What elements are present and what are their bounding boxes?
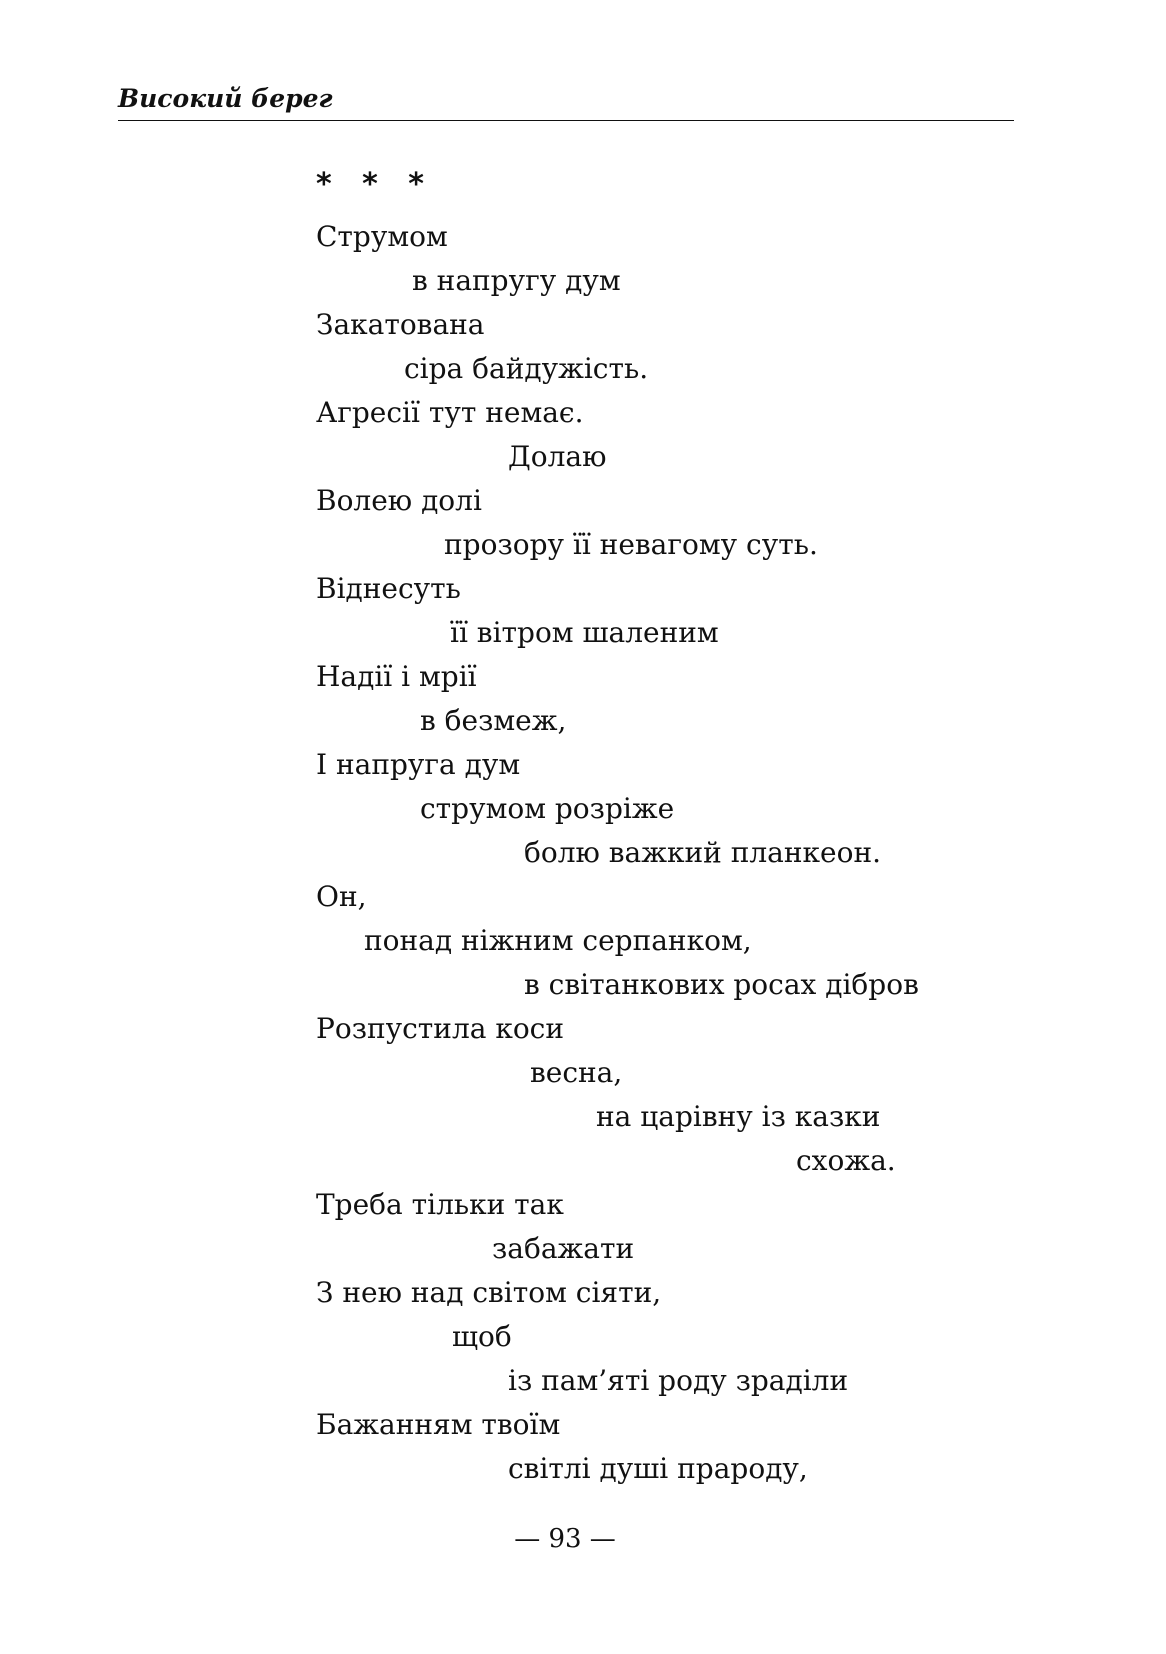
header-rule [118,120,1014,121]
section-mark: * * * [316,167,434,202]
poem-line: прозору її невагому суть. [444,528,818,561]
poem-line: забажати [492,1232,635,1265]
running-head-title: Високий берег [118,84,333,113]
poem-line: Віднесуть [316,572,461,605]
poem-line: струмом розріже [420,792,675,825]
poem-line: Закатована [316,308,485,341]
poem-line: З нею над світом сіяти, [316,1276,662,1309]
poem-line: із пам’яті роду зраділи [508,1364,849,1397]
poem-line: понад ніжним серпанком, [364,924,752,957]
poem-line: світлі душі прароду, [508,1452,808,1485]
poem-line: Он, [316,880,367,913]
poem-line: Бажанням твоїм [316,1408,561,1441]
poem-line: щоб [452,1320,512,1353]
poem-line: Струмом [316,220,448,253]
poem-line: Долаю [508,440,607,473]
poem-line: Надії і мрії [316,660,477,693]
page-number: — 93 — [514,1524,616,1554]
poem-line: сіра байдужість. [404,352,649,385]
poem-line: Волею долі [316,484,482,517]
poem-line: в світанкових росах дібров [524,968,919,1001]
poem-line: Агресії тут немає. [316,396,584,429]
poem-line: схожа. [796,1144,896,1177]
poem-line: її вітром шаленим [450,616,719,649]
poem-line: весна, [530,1056,623,1089]
poem-line: Розпустила коси [316,1012,565,1045]
poem-line: в безмеж, [420,704,567,737]
poem-line: І напруга дум [316,748,521,781]
poem-line: на царівну із казки [596,1100,881,1133]
poem-line: болю важкий планкеон. [524,836,882,869]
poem-line: Треба тільки так [316,1188,564,1221]
poem-line: в напругу дум [412,264,621,297]
